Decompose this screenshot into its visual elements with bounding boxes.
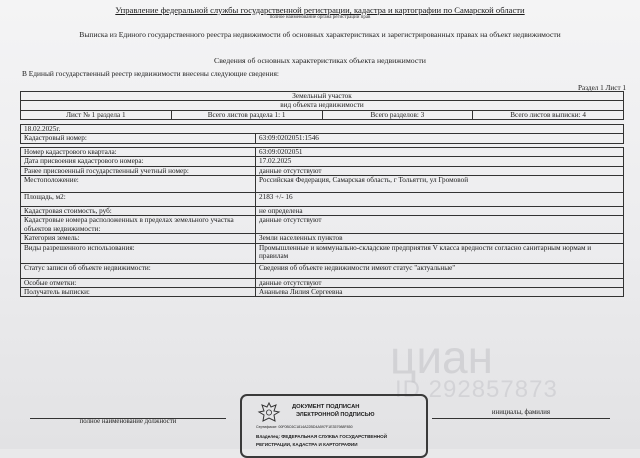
stamp-certificate: Сертификат: 00F0BC6C1814A22BD4A597F1E357988F850 xyxy=(256,425,353,429)
row-value: не определена xyxy=(256,207,624,216)
table-row xyxy=(21,147,624,156)
row-label: Местоположение: xyxy=(21,176,256,193)
sections-total: Всего разделов: 3 xyxy=(322,110,473,119)
extract-date: 18.02.2025г. xyxy=(21,125,624,134)
intro-text: В Единый государственный реестр недвижимости внесены следующие сведения: xyxy=(22,69,279,78)
row-value: Земли населенных пунктов xyxy=(256,234,624,243)
object-type-caption: вид объекта недвижимости xyxy=(21,101,624,110)
row-label: Кадастровая стоимость, руб: xyxy=(21,207,256,216)
stamp-title: ДОКУМЕНТ ПОДПИСАН xyxy=(292,404,360,410)
stamp-subtitle: ЭЛЕКТРОННОЙ ПОДПИСЬЮ xyxy=(296,412,375,418)
row-label: Ранее присвоенный государственный учетный номер: xyxy=(21,166,256,175)
row-label: Категория земель: xyxy=(21,234,256,243)
table-row xyxy=(21,207,624,216)
table-row xyxy=(21,193,624,207)
agency-name: Управление федеральной службы государственной регистрации, кадастра и картографии по Самарской области xyxy=(115,5,525,15)
row-value: Российская Федерация, Самарская область, г Тольятти, ул Громовой xyxy=(256,176,624,193)
table-row xyxy=(21,166,624,175)
cian-watermark-id: ID 292857873 xyxy=(395,376,558,403)
electronic-signature-stamp xyxy=(240,394,428,458)
table-row xyxy=(21,176,624,193)
row-value: Ананьева Лилия Сергеевна xyxy=(256,288,624,297)
table-row xyxy=(21,134,624,143)
characteristics-table xyxy=(20,124,624,297)
object-type: Земельный участок xyxy=(21,92,624,101)
row-label: Кадастровые номера расположенных в пределах земельного участка объектов недвижимости: xyxy=(21,216,256,234)
row-label: Номер кадастрового квартала: xyxy=(21,147,256,156)
row-value: 17.02.2025 xyxy=(256,157,624,166)
table-row xyxy=(21,288,624,297)
row-label: Особые отметки: xyxy=(21,278,256,287)
stamp-owner-line2: РЕГИСТРАЦИИ, КАДАСТРА И КАРТОГРАФИИ xyxy=(256,442,358,447)
row-label: Дата присвоения кадастрового номера: xyxy=(21,157,256,166)
stamp-owner-line1: Владелец: ФЕДЕРАЛЬНАЯ СЛУЖБА ГОСУДАРСТВЕННОЙ xyxy=(256,434,387,439)
table-row xyxy=(21,157,624,166)
row-value: данные отсутствуют xyxy=(256,166,624,175)
cadastral-number-label: Кадастровый номер: xyxy=(21,134,256,143)
table-row xyxy=(21,243,624,263)
signature-position-caption: полное наименование должности xyxy=(79,418,177,425)
row-value: данные отсутствуют xyxy=(256,216,624,234)
row-value: данные отсутствуют xyxy=(256,278,624,287)
section-number: Раздел 1 Лист 1 xyxy=(578,84,626,92)
row-label: Получатель выписки: xyxy=(21,288,256,297)
row-value: Сведения об объекте недвижимости имеют статус "актуальные" xyxy=(256,263,624,278)
row-value: 63:09:0202051 xyxy=(256,147,624,156)
table-row xyxy=(21,216,624,234)
sheets-in-section: Всего листов раздела 1: 1 xyxy=(171,110,322,119)
agency-caption: полное наименование органа регистрации прав xyxy=(269,15,371,20)
signature-name-caption: инициалы, фамилия xyxy=(491,409,551,416)
table-row xyxy=(21,234,624,243)
object-header-table xyxy=(20,91,624,120)
signature-line-right xyxy=(432,418,610,419)
row-label: Статус записи об объекте недвижимости: xyxy=(21,263,256,278)
row-value: 2183 +/- 16 xyxy=(256,193,624,207)
row-label: Виды разрешенного использования: xyxy=(21,243,256,263)
cian-watermark-logo: циан xyxy=(390,331,494,383)
row-label: Площадь, м2: xyxy=(21,193,256,207)
document-title: Выписка из Единого государственного реестра недвижимости об основных характеристиках и зарегистрированных правах на объект недвижимости xyxy=(79,30,561,39)
table-row xyxy=(21,263,624,278)
sheet-number: Лист № 1 раздела 1 xyxy=(21,110,172,119)
sheets-total: Всего листов выписки: 4 xyxy=(473,110,624,119)
table-row xyxy=(21,278,624,287)
row-value: Промышленные и коммунально-складские предприятия V класса вредности согласно санитарным нормам и правилам xyxy=(256,243,624,263)
cadastral-number-value: 63:09:0202051:1546 xyxy=(256,134,624,143)
section-title: Сведения об основных характеристиках объекта недвижимости xyxy=(214,56,426,65)
